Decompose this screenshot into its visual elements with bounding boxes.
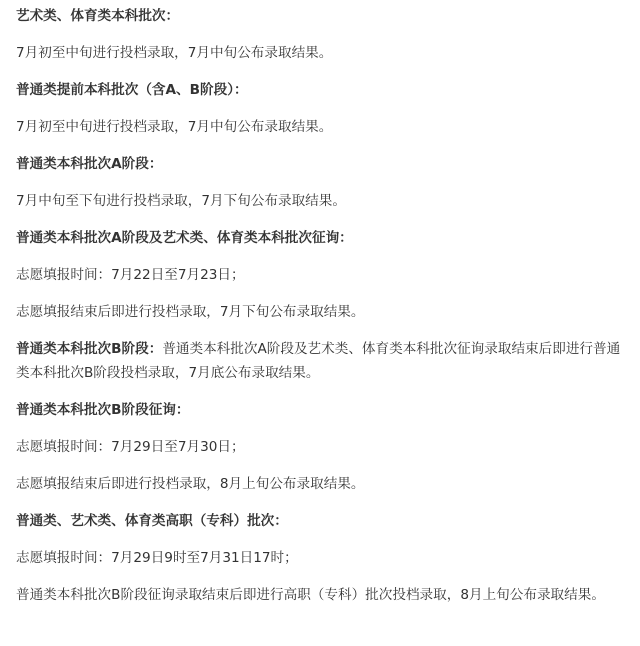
spacer <box>16 533 630 546</box>
spacer <box>16 176 630 189</box>
paragraph-with-heading <box>16 337 630 385</box>
section-heading: 普通类提前本科批次（含A、B阶段）： <box>16 82 248 98</box>
paragraph: 7月初至中旬进行投档录取，7月中旬公布录取结果。 <box>16 45 333 61</box>
spacer <box>16 459 630 472</box>
paragraph: 7月初至中旬进行投档录取，7月中旬公布录取结果。 <box>16 119 333 135</box>
spacer <box>16 385 630 398</box>
spacer <box>16 496 630 509</box>
spacer <box>16 139 630 152</box>
paragraph: 7月中旬至下旬进行投档录取，7月下旬公布录取结果。 <box>16 193 346 209</box>
paragraph: 志愿填报时间：7月22日至7月23日； <box>16 267 245 283</box>
paragraph: 普通类本科批次B阶段征询录取结束后即进行高职（专科）批次投档录取，8月上旬公布录取结果。 <box>16 587 605 603</box>
section-heading: 普通类、艺术类、体育类高职（专科）批次： <box>16 513 288 529</box>
spacer <box>16 324 630 337</box>
spacer <box>16 250 630 263</box>
spacer <box>16 422 630 435</box>
spacer <box>16 287 630 300</box>
paragraph: 志愿填报结束后即进行投档录取，7月下旬公布录取结果。 <box>16 304 365 320</box>
paragraph: 志愿填报时间：7月29日至7月30日； <box>16 439 245 455</box>
section-heading: 普通类本科批次A阶段： <box>16 156 163 172</box>
spacer <box>16 28 630 41</box>
inline-heading: 普通类本科批次B阶段： <box>16 341 163 357</box>
paragraph: 志愿填报时间：7月29日9时至7月31日17时； <box>16 550 298 566</box>
section-heading: 普通类本科批次B阶段征询： <box>16 402 190 418</box>
inline-text: 普通类本科批次A阶段及艺术类、体育类本科批次征询录取结束后即进行普通类本科批次B阶段投档录取，7月底公布录取结果。 <box>16 341 621 381</box>
spacer <box>16 65 630 78</box>
section-heading: 艺术类、体育类本科批次： <box>16 8 180 24</box>
spacer <box>16 213 630 226</box>
section-heading: 普通类本科批次A阶段及艺术类、体育类本科批次征询： <box>16 230 353 246</box>
spacer <box>16 102 630 115</box>
paragraph: 志愿填报结束后即进行投档录取，8月上旬公布录取结果。 <box>16 476 365 492</box>
spacer <box>16 570 630 583</box>
